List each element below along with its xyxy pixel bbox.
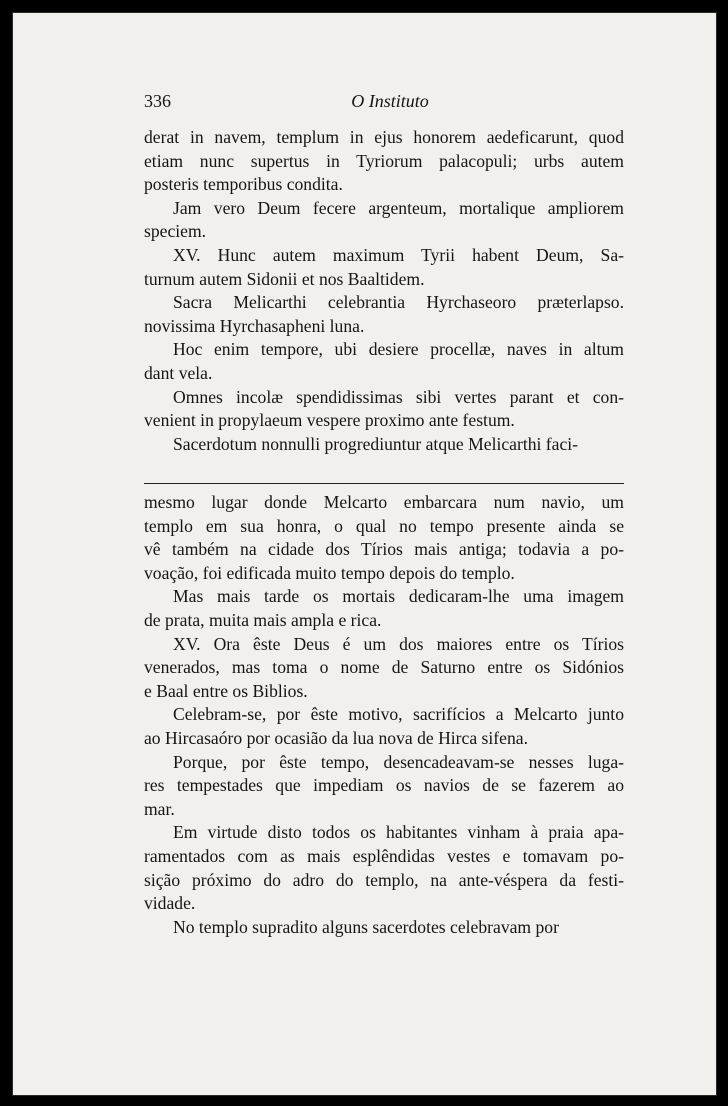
text-line: dant vela.: [144, 362, 213, 383]
text-line: res tempestades que impediam os navios de se fazerem ao: [144, 775, 624, 796]
text-line: Sacra Melicarthi celebrantia Hyrchaseoro præterlapso.: [173, 292, 624, 313]
text-line: Omnes incolæ spendidissimas sibi vertes parant et con-: [173, 386, 624, 407]
portuguese-paragraph: [144, 916, 624, 940]
text-line: speciem.: [144, 221, 207, 242]
latin-paragraph: [144, 197, 624, 244]
running-title: O Instituto: [351, 91, 429, 111]
text-line: etiam nunc supertus in Tyriorum palacopuli; urbs autem: [144, 150, 624, 171]
footnote-divider: [144, 483, 624, 484]
portuguese-paragraph: [144, 751, 624, 822]
text-line: de prata, muita mais ampla e rica.: [144, 609, 382, 630]
latin-paragraph: [144, 386, 624, 433]
text-line: Jam vero Deum fecere argenteum, mortalique ampliorem: [173, 197, 624, 218]
text-line: ao Hircasaóro por ocasião da lua nova de Hirca sifena.: [144, 727, 528, 748]
text-line: mar.: [144, 798, 175, 819]
text-line: ramentados com as mais esplêndidas vestes e tomavam po-: [144, 845, 624, 866]
text-line: voação, foi edificada muito tempo depois do templo.: [144, 562, 515, 583]
portuguese-translation-column: [144, 491, 624, 939]
latin-paragraph: [144, 244, 624, 291]
text-line: vidade.: [144, 893, 196, 914]
text-line: Porque, por êste tempo, desencadeavam-se nesses luga-: [173, 751, 624, 772]
text-line: templo em sua honra, o qual no tempo presente ainda se: [144, 515, 624, 536]
text-line: Mas mais tarde os mortais dedicaram-lhe uma imagem: [173, 586, 624, 607]
text-line: XV. Ora êste Deus é um dos maiores entre os Tírios: [173, 633, 624, 654]
text-line: derat in navem, templum in ejus honorem aedeficarunt, quod: [144, 127, 624, 147]
latin-paragraph: [144, 433, 624, 457]
text-line: Sacerdotum nonnulli progrediuntur atque Melicarthi faci-: [173, 433, 579, 454]
text-line: XV. Hunc autem maximum Tyrii habent Deum, Sa-: [173, 244, 624, 265]
latin-paragraph: [144, 291, 624, 338]
text-line: vê também na cidade dos Tírios mais antiga; todavia a po-: [144, 539, 624, 560]
text-line: venerados, mas toma o nome de Saturno entre os Sidónios: [144, 657, 624, 678]
text-line: novissima Hyrchasapheni luna.: [144, 315, 365, 336]
text-line: sição próximo do adro do templo, na ante-véspera da festi-: [144, 869, 624, 890]
latin-text-column: [144, 126, 624, 456]
page-header: [144, 91, 624, 119]
portuguese-paragraph: [144, 491, 624, 585]
text-line: e Baal entre os Biblios.: [144, 680, 308, 701]
portuguese-paragraph: [144, 633, 624, 704]
portuguese-paragraph: [144, 585, 624, 632]
text-line: mesmo lugar donde Melcarto embarcara num navio, um: [144, 492, 624, 512]
latin-paragraph: [144, 338, 624, 385]
text-line: venient in propylaeum vespere proximo ante festum.: [144, 410, 515, 431]
text-line: No templo supradito alguns sacerdotes celebravam por: [173, 916, 559, 937]
text-line: Celebram-se, por êste motivo, sacrifícios a Melcarto junto: [173, 704, 624, 725]
latin-paragraph: [144, 126, 624, 197]
portuguese-paragraph: [144, 703, 624, 750]
book-page: [12, 12, 717, 1096]
text-line: posteris temporibus condita.: [144, 174, 343, 195]
page-number: 336: [144, 91, 171, 111]
text-line: turnum autem Sidonii et nos Baaltidem.: [144, 268, 425, 289]
text-line: Hoc enim tempore, ubi desiere procellæ, naves in altum: [173, 339, 624, 360]
text-line: Em virtude disto todos os habitantes vinham à praia apa-: [173, 822, 624, 843]
portuguese-paragraph: [144, 821, 624, 915]
